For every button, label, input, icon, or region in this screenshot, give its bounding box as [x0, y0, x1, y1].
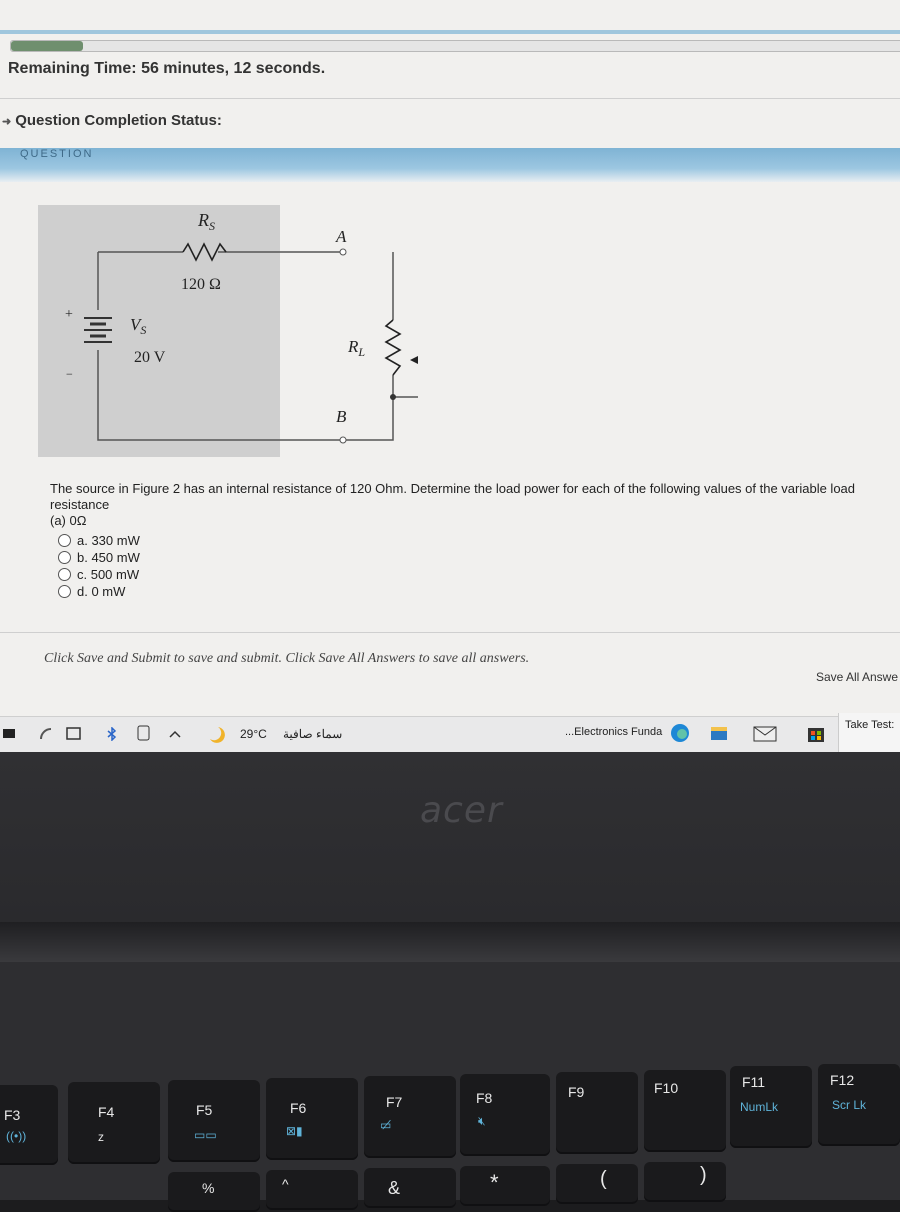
- key-f10[interactable]: [644, 1070, 726, 1152]
- mute-icon: 🔇︎: [478, 1114, 486, 1128]
- chevron-up-icon[interactable]: [169, 729, 181, 739]
- question-block: [50, 481, 880, 529]
- weather-condition[interactable]: سماء صافية: [283, 727, 343, 741]
- key-0-label: ): [700, 1164, 707, 1186]
- take-test-window[interactable]: [838, 713, 900, 752]
- circuit-figure: [38, 200, 418, 460]
- mail-icon[interactable]: [752, 723, 778, 743]
- wire-wiper: [393, 360, 418, 397]
- keyboard-icon[interactable]: [66, 726, 82, 742]
- time-progress-fill: [11, 41, 83, 51]
- key-f7[interactable]: [364, 1076, 456, 1158]
- option-label: d. 0 mW: [77, 584, 126, 599]
- terminal-b-label: B: [336, 407, 347, 426]
- key-f5-label: F5: [196, 1102, 213, 1118]
- wire-rl-bottom: [343, 375, 393, 440]
- key-f9-label: F9: [568, 1084, 585, 1100]
- terminal-a-label: A: [336, 227, 347, 246]
- take-test-label: Take Test:: [845, 719, 895, 731]
- key-9-label: (: [600, 1168, 607, 1190]
- key-f4[interactable]: [68, 1082, 160, 1164]
- key-8-label: *: [490, 1170, 499, 1195]
- terminal-a-node: [340, 249, 346, 255]
- acer-logo: acer: [420, 790, 503, 831]
- plus-sign: +: [65, 307, 73, 322]
- option-label: a. 330 mW: [77, 533, 140, 548]
- figure-background: [38, 205, 280, 457]
- option-b[interactable]: [58, 549, 140, 566]
- key-f6[interactable]: [266, 1078, 358, 1160]
- remaining-time: Remaining Time: 56 minutes, 12 seconds.: [8, 60, 326, 77]
- file-explorer-icon[interactable]: [710, 724, 728, 742]
- key-f8[interactable]: [460, 1074, 550, 1156]
- key-f10-label: F10: [654, 1080, 679, 1096]
- option-d[interactable]: [58, 583, 140, 600]
- active-app-label[interactable]: ...Electronics Funda: [565, 726, 663, 738]
- question-text: The source in Figure 2 has an internal resistance of 120 Ohm. Determine the load power for each of the following values of the variable load resistance: [50, 481, 856, 512]
- edge-browser-icon[interactable]: [670, 723, 690, 743]
- radio-button[interactable]: [58, 534, 71, 547]
- key-f3-label: F3: [4, 1107, 21, 1123]
- key-f8-label: F8: [476, 1090, 493, 1106]
- time-progress-bar: [10, 40, 900, 52]
- display-icon[interactable]: [3, 729, 15, 739]
- top-strip: [0, 30, 900, 34]
- key-5-label: %: [202, 1180, 215, 1196]
- option-label: b. 450 mW: [77, 550, 140, 565]
- bluetooth-icon[interactable]: [107, 727, 117, 741]
- touchpad-toggle-icon: ▭̸: [380, 1118, 392, 1132]
- screen-off-icon: ⊠▮: [286, 1124, 303, 1138]
- option-a[interactable]: [58, 532, 140, 549]
- key-6[interactable]: [266, 1170, 358, 1210]
- completion-status-label: Question Completion Status:: [15, 112, 222, 129]
- key-8[interactable]: [460, 1166, 550, 1206]
- divider: [0, 632, 900, 633]
- wiper-node: [390, 394, 396, 400]
- wifi-icon[interactable]: [40, 727, 52, 741]
- submit-instructions: Click Save and Submit to save and submit. Click Save All Answers to save all answers.: [44, 651, 530, 666]
- radio-button[interactable]: [58, 551, 71, 564]
- key-f7-label: F7: [386, 1094, 403, 1110]
- taskbar: [0, 716, 900, 752]
- key-6-label: ^: [282, 1176, 289, 1192]
- rl-zigzag: [386, 320, 400, 375]
- rs-label: $R_S$: [198, 210, 215, 233]
- phone-link-icon[interactable]: [137, 725, 151, 741]
- weather-temperature[interactable]: 29°C: [240, 727, 267, 741]
- option-c[interactable]: [58, 566, 140, 583]
- option-label: c. 500 mW: [77, 567, 140, 582]
- completion-status[interactable]: [2, 112, 222, 129]
- key-7-label: &: [388, 1178, 401, 1198]
- key-5[interactable]: [168, 1172, 260, 1212]
- key-f12[interactable]: [818, 1064, 900, 1146]
- key-f9[interactable]: [556, 1072, 638, 1154]
- key-f4-sub: z: [98, 1130, 104, 1144]
- key-f12-label: F12: [830, 1072, 855, 1088]
- divider: [0, 98, 900, 99]
- rl-label: $R_L$: [348, 337, 366, 359]
- key-f11[interactable]: [730, 1066, 812, 1148]
- display-switch-icon: ▭▭: [194, 1128, 217, 1142]
- key-f3[interactable]: [0, 1085, 58, 1165]
- key-f11-sub: NumLk: [740, 1100, 779, 1114]
- store-icon[interactable]: [806, 723, 826, 743]
- vs-value: 20 V: [134, 349, 166, 366]
- radio-button[interactable]: [58, 585, 71, 598]
- key-9[interactable]: [556, 1164, 638, 1204]
- save-all-answers-button[interactable]: Save All Answe: [815, 670, 898, 684]
- radio-button[interactable]: [58, 568, 71, 581]
- key-f4-label: F4: [98, 1104, 115, 1120]
- answer-options: [58, 532, 140, 600]
- minus-sign: −: [66, 367, 73, 381]
- key-f6-label: F6: [290, 1100, 307, 1116]
- laptop-hinge: [0, 922, 900, 962]
- question-part: (a) 0Ω: [50, 513, 87, 528]
- expand-arrow-icon[interactable]: ➜: [2, 116, 12, 128]
- wiper-arrow: [410, 355, 418, 365]
- question-header-band: [0, 148, 900, 182]
- key-f11-label: F11: [742, 1074, 766, 1090]
- weather-icon[interactable]: [208, 725, 228, 743]
- wireless-icon: ((•)): [6, 1129, 27, 1143]
- key-0[interactable]: [644, 1162, 726, 1202]
- rs-value: 120 Ω: [181, 276, 221, 293]
- key-7[interactable]: [364, 1168, 456, 1208]
- terminal-b-node: [340, 437, 346, 443]
- vs-label: $V_S$: [130, 315, 147, 337]
- question-header-label: QUESTION: [20, 148, 94, 160]
- key-f12-sub: Scr Lk: [832, 1098, 867, 1112]
- key-f5[interactable]: [168, 1080, 260, 1162]
- laptop-bezel: [0, 752, 900, 922]
